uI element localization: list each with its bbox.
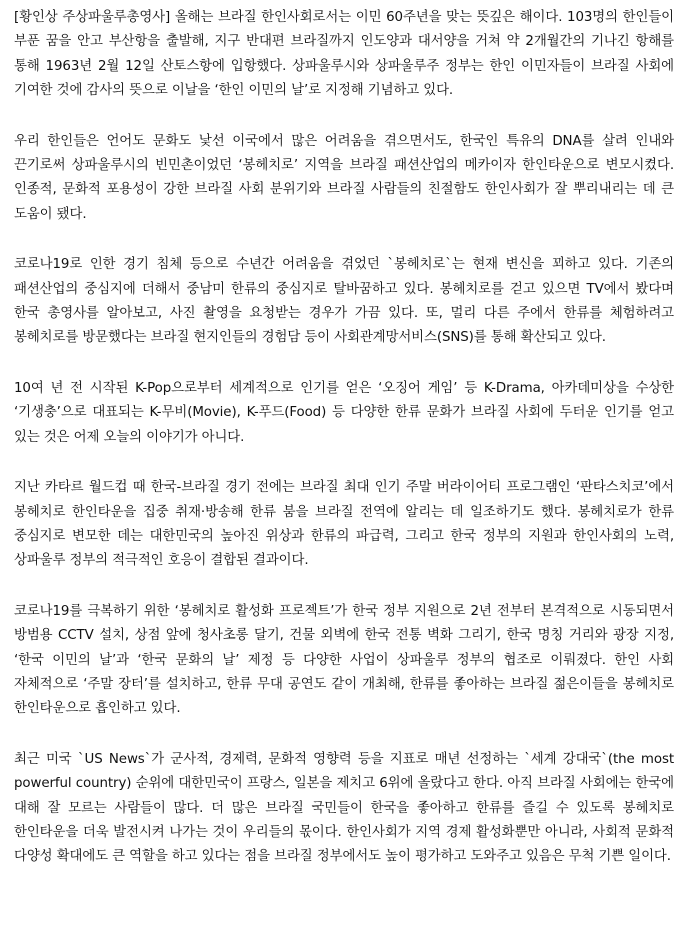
article-paragraph-1: [황인상 주상파울루총영사] 올해는 브라질 한인사회로서는 이민 60주년을 맞는 뜻깊은 해이다. 103명의 한인들이 부푼 꿈을 안고 부산항을 출발해, 지구 반대편 브라질까지 인도양과 대서양을 거쳐 약 2개월간의 기나긴 항해를 통해 1963년 2월 12일 산토스항에 입항했다. 상파울루시와 상파울루주 정부는 한인 이민자들이 브라질 사회에 기여한 것에 감사의 뜻으로 이날을 ‘한인 이민의 날’로 지정해 기념하고 있다. xyxy=(14,10,675,99)
article-paragraph-7: 최근 미국 `US News`가 군사적, 경제력, 문화적 영향력 등을 지표로 매년 선정하는 `세계 강대국`(the most powerful country) 순위에 대한민국이 프랑스, 일본을 제치고 6위에 올랐다고 한다. 아직 브라질 사회에는 한국에 대해 잘 모르는 사람들이 많다. 더 많은 브라질 국민들이 한국을 좋아하고 한류를 즐길 수 있도록 봉헤치로 한인타운을 더욱 발전시켜 나가는 것이 우리들의 몫이다. 한인사회가 지역 경제 활성화뿐만 아니라, 사회적 문화적 다양성 확대에도 큰 역할을 하고 있다는 점을 브라질 정부에서도 높이 평가하고 도와주고 있음은 무척 기쁜 일이다. xyxy=(14,751,674,865)
article-paragraph-3: 코로나19로 인한 경기 침체 등으로 수년간 어려움을 겪었던 `봉헤치로`는 현재 변신을 꾀하고 있다. 기존의 패션산업의 중심지에 더해서 중남미 한류의 중심지로 탈바꿈하고 있다. 봉헤치로를 걷고 있으면 TV에서 봤다며 한국 총영사를 알아보고, 사진 촬영을 요청받는 경우가 가끔 있다. 또, 멀리 다른 주에서 한류를 체험하려고 봉헤치로를 방문했다는 브라질 현지인들의 경험담 등이 사회관계망서비스(SNS)를 통해 확산되고 있다. xyxy=(14,257,674,346)
article-paragraph-4: 10여 년 전 시작된 K-Pop으로부터 세계적으로 인기를 얻은 ‘오징어 게임’ 등 K-Drama, 아카데미상을 수상한 ‘기생충’으로 대표되는 K-무비(Movie), K-푸드(Food) 등 다양한 한류 문화가 브라질 사회에 두터운 인기를 얻고 있는 것은 어제 오늘의 이야기가 아니다. xyxy=(14,380,674,445)
article-paragraph-5: 지난 카타르 월드컵 때 한국-브라질 경기 전에는 브라질 최대 인기 주말 버라이어티 프로그램인 ‘판타스치코’에서 봉헤치로 한인타운을 집중 취재·방송해 한류 붐을 브라질 전역에 알리는 데 일조하기도 했다. 봉헤치로가 한류 중심지로 변모한 데는 대한민국의 높아진 위상과 한류의 파급력, 그리고 한국 정부의 지원과 한인사회의 노력, 상파울루 정부의 적극적인 호응이 결합된 결과이다. xyxy=(14,480,674,569)
article-paragraph-6: 코로나19를 극복하기 위한 ‘봉헤치로 활성화 프로젝트’가 한국 정부 지원으로 2년 전부터 본격적으로 시동되면서 방범용 CCTV 설치, 상점 앞에 청사초롱 달기, 건물 외벽에 한국 전통 벽화 그리기, 한국 명칭 거리와 광장 지정, ‘한국 이민의 날’과 ‘한국 문화의 날’ 제정 등 다양한 사업이 상파울루 정부의 협조로 이뤄졌다. 한인 사회 자체적으로 ‘주말 장터’를 설치하고, 한류 무대 공연도 같이 개최해, 한류를 좋아하는 브라질 젊은이들을 봉헤치로 한인타운으로 흡인하고 있다. xyxy=(14,603,674,717)
article-paragraph-2: 우리 한인들은 언어도 문화도 낯선 이국에서 많은 어려움을 겪으면서도, 한국인 특유의 DNA를 살려 인내와 끈기로써 상파울루시의 빈민촌이었던 ‘봉헤치로’ 지역을 브라질 패션산업의 메카이자 한인타운으로 변모시켰다. 인종적, 문화적 포용성이 강한 브라질 사회 분위기와 브라질 사람들의 친절함도 한인사회가 잘 뿌리내리는 데 큰 도움이 됐다. xyxy=(14,133,674,222)
